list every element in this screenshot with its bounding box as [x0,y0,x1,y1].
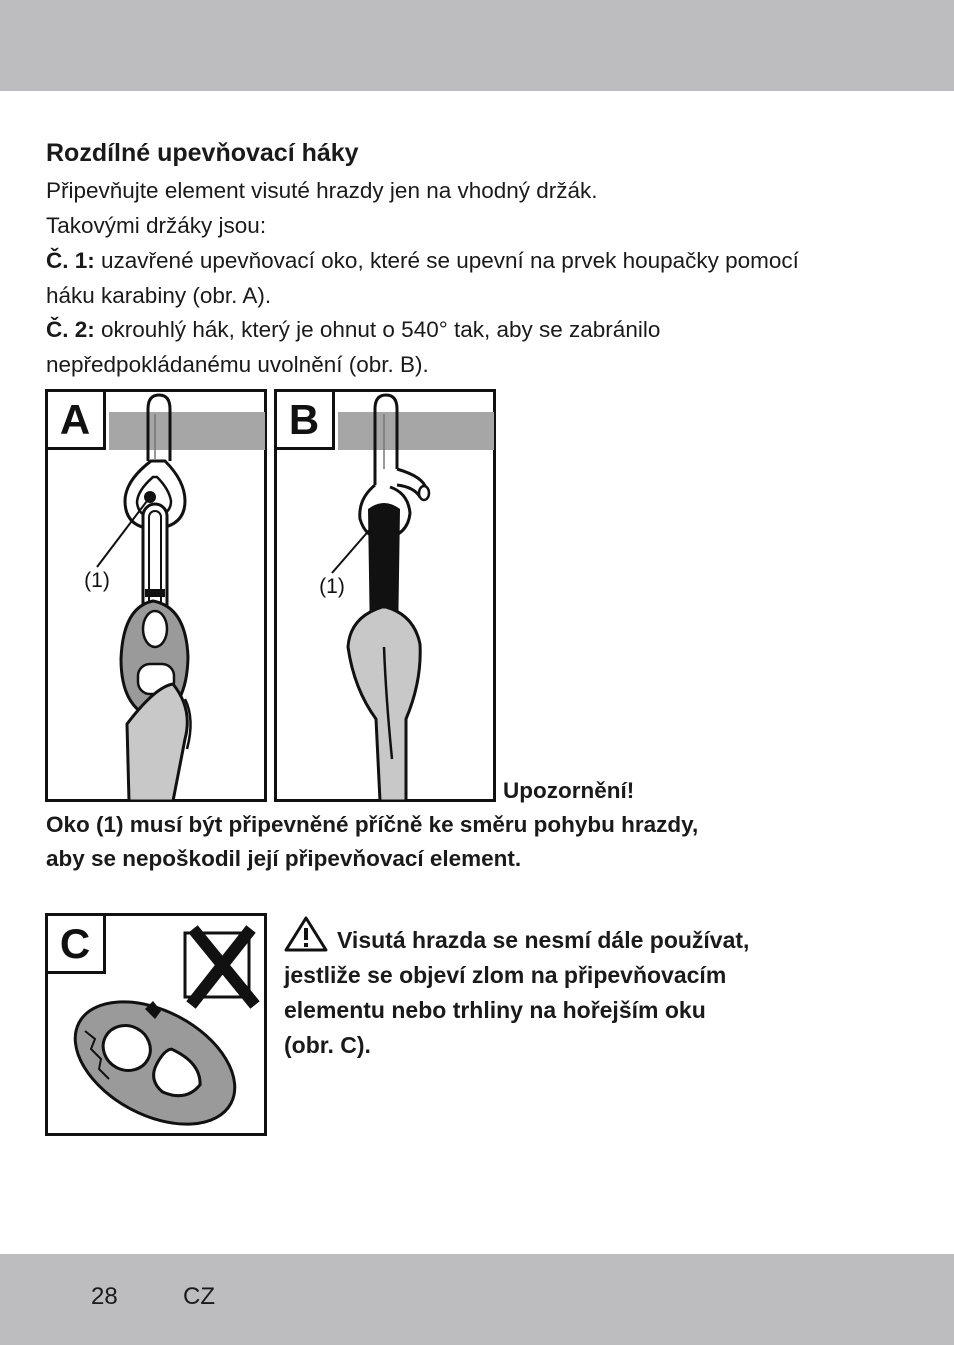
figure-c [45,913,267,1136]
warning-line-1: Oko (1) musí být připevněné příčně ke směru pohybu hrazdy, [46,812,699,837]
caution-line-2: jestliže se objeví zlom na připevňovacím [284,962,727,988]
figure-a-callout: (1) [84,569,110,592]
footer-band [0,1254,954,1345]
figure-b-callout: (1) [319,575,345,598]
intro-line-1: Připevňujte element visuté hrazdy jen na vhodný držák. [46,178,598,203]
figure-a [45,389,267,802]
figure-a-label: A [59,396,91,443]
header-band [0,0,954,91]
language-code: CZ [183,1283,215,1310]
item-1-label: Č. 1: [46,248,95,273]
figure-c-label: C [59,920,91,967]
item-2-label: Č. 2: [46,317,95,342]
item-1-text: uzavřené upevňovací oko, které se upevní na prvek houpačky pomocí [94,248,799,273]
item-2-line-2: nepředpokládanému uvolnění (obr. B). [46,352,429,377]
warning-line-2: aby se nepoškodil její připevňovací element. [46,846,522,871]
item-2-text: okrouhlý hák, který je ohnut o 540° tak, aby se zabránilo [94,317,661,342]
warning-title: Upozornění! [503,778,635,803]
item-2-line-1 [46,315,660,345]
item-1-line-2: háku karabiny (obr. A). [46,283,272,308]
figure-b-label: B [288,396,320,443]
caution-line-4: (obr. C). [284,1032,371,1058]
caution-line-3: elementu nebo trhliny na hořejším oku [284,997,706,1023]
page-number: 28 [91,1283,118,1310]
item-1-line-1 [46,246,799,276]
warning-triangle-icon [283,915,329,957]
caution-line-1: Visutá hrazda se nesmí dále používat, [337,927,750,953]
figure-b [274,389,496,802]
intro-line-2: Takovými držáky jsou: [46,213,267,238]
section-heading: Rozdílné upevňovací háky [46,139,359,167]
